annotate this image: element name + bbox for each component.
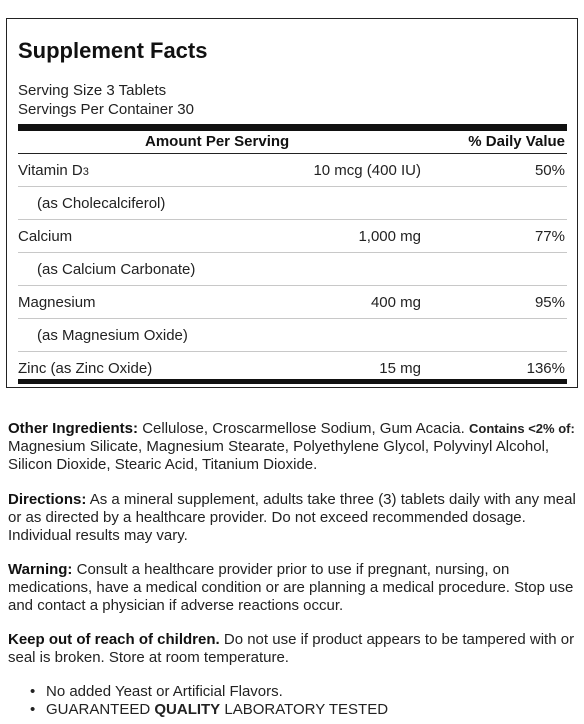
thick-bottom-divider xyxy=(18,379,567,384)
directions xyxy=(8,491,580,545)
row-rule xyxy=(18,219,567,220)
warning-text: Consult a healthcare provider prior to use if pregnant, nursing, on medications, have a medical condition or are planning a medical procedure. Stop use and contact a physician if adverse reactions occur. xyxy=(8,561,574,614)
nutrient-name-magnesium: Magnesium xyxy=(18,294,96,311)
contains-text: Magnesium Silicate, Magnesium Stearate, Polyethylene Glycol, Polyvinyl Alcohol, Silicon Dioxide, Stearic Acid, Titanium Dioxide. xyxy=(8,438,550,473)
nutrient-daily-value: 77% xyxy=(534,228,565,245)
warning xyxy=(8,561,580,615)
feature-bullets xyxy=(30,683,388,719)
supplement-facts-panel xyxy=(6,18,578,388)
header-daily-value: % Daily Value xyxy=(468,133,565,150)
row-rule xyxy=(18,351,567,352)
serving-size: Serving Size 3 Tablets xyxy=(18,82,167,99)
keep-out-text: Do not use if product appears to be tampered with or seal is broken. Store at room temperature. xyxy=(8,631,575,666)
nutrient-daily-value: 136% xyxy=(526,360,565,377)
nutrient-name-zinc: Zinc (as Zinc Oxide) xyxy=(18,360,153,377)
header-rule xyxy=(18,153,567,154)
keep-out-label: Keep out of reach of children. xyxy=(8,631,220,648)
nutrient-name-vitamin-d: Vitamin D3 xyxy=(18,162,89,179)
row-rule xyxy=(18,252,567,253)
other-ingredients-label: Other Ingredients: xyxy=(8,420,139,437)
nutrient-daily-value: 95% xyxy=(534,294,565,311)
nutrient-source: (as Magnesium Oxide) xyxy=(37,327,188,344)
row-rule xyxy=(18,318,567,319)
other-ingredients xyxy=(8,420,580,474)
nutrient-amount: 15 mg xyxy=(379,360,421,377)
thick-divider xyxy=(18,124,567,131)
header-amount-per-serving: Amount Per Serving xyxy=(145,133,290,150)
warning-label: Warning: xyxy=(8,561,73,578)
directions-label: Directions: xyxy=(8,491,87,508)
other-ingredients-text: Cellulose, Croscarmellose Sodium, Gum Acacia. xyxy=(142,420,465,437)
panel-title: Supplement Facts xyxy=(18,38,208,63)
servings-per-container: Servings Per Container 30 xyxy=(18,101,194,118)
nutrient-daily-value: 50% xyxy=(534,162,565,179)
nutrient-source: (as Cholecalciferol) xyxy=(37,195,166,212)
directions-text: As a mineral supplement, adults take three (3) tablets daily with any meal or as directed by a healthcare provider. Do not exceed recommended dosage. Individual results may vary. xyxy=(8,491,576,544)
bullet-no-yeast: • No added Yeast or Artificial Flavors. xyxy=(30,683,388,701)
nutrient-amount: 1,000 mg xyxy=(358,228,421,245)
row-rule xyxy=(18,186,567,187)
contains-label: Contains <2% of: xyxy=(468,421,575,436)
nutrient-amount: 10 mcg (400 IU) xyxy=(313,162,421,179)
nutrient-name-calcium: Calcium xyxy=(18,228,73,245)
nutrient-amount: 400 mg xyxy=(370,294,421,311)
keep-out-of-reach xyxy=(8,631,580,667)
bullet-quality-tested: • GUARANTEED QUALITY LABORATORY TESTED xyxy=(30,701,388,719)
row-rule xyxy=(18,285,567,286)
nutrient-source: (as Calcium Carbonate) xyxy=(37,261,196,278)
